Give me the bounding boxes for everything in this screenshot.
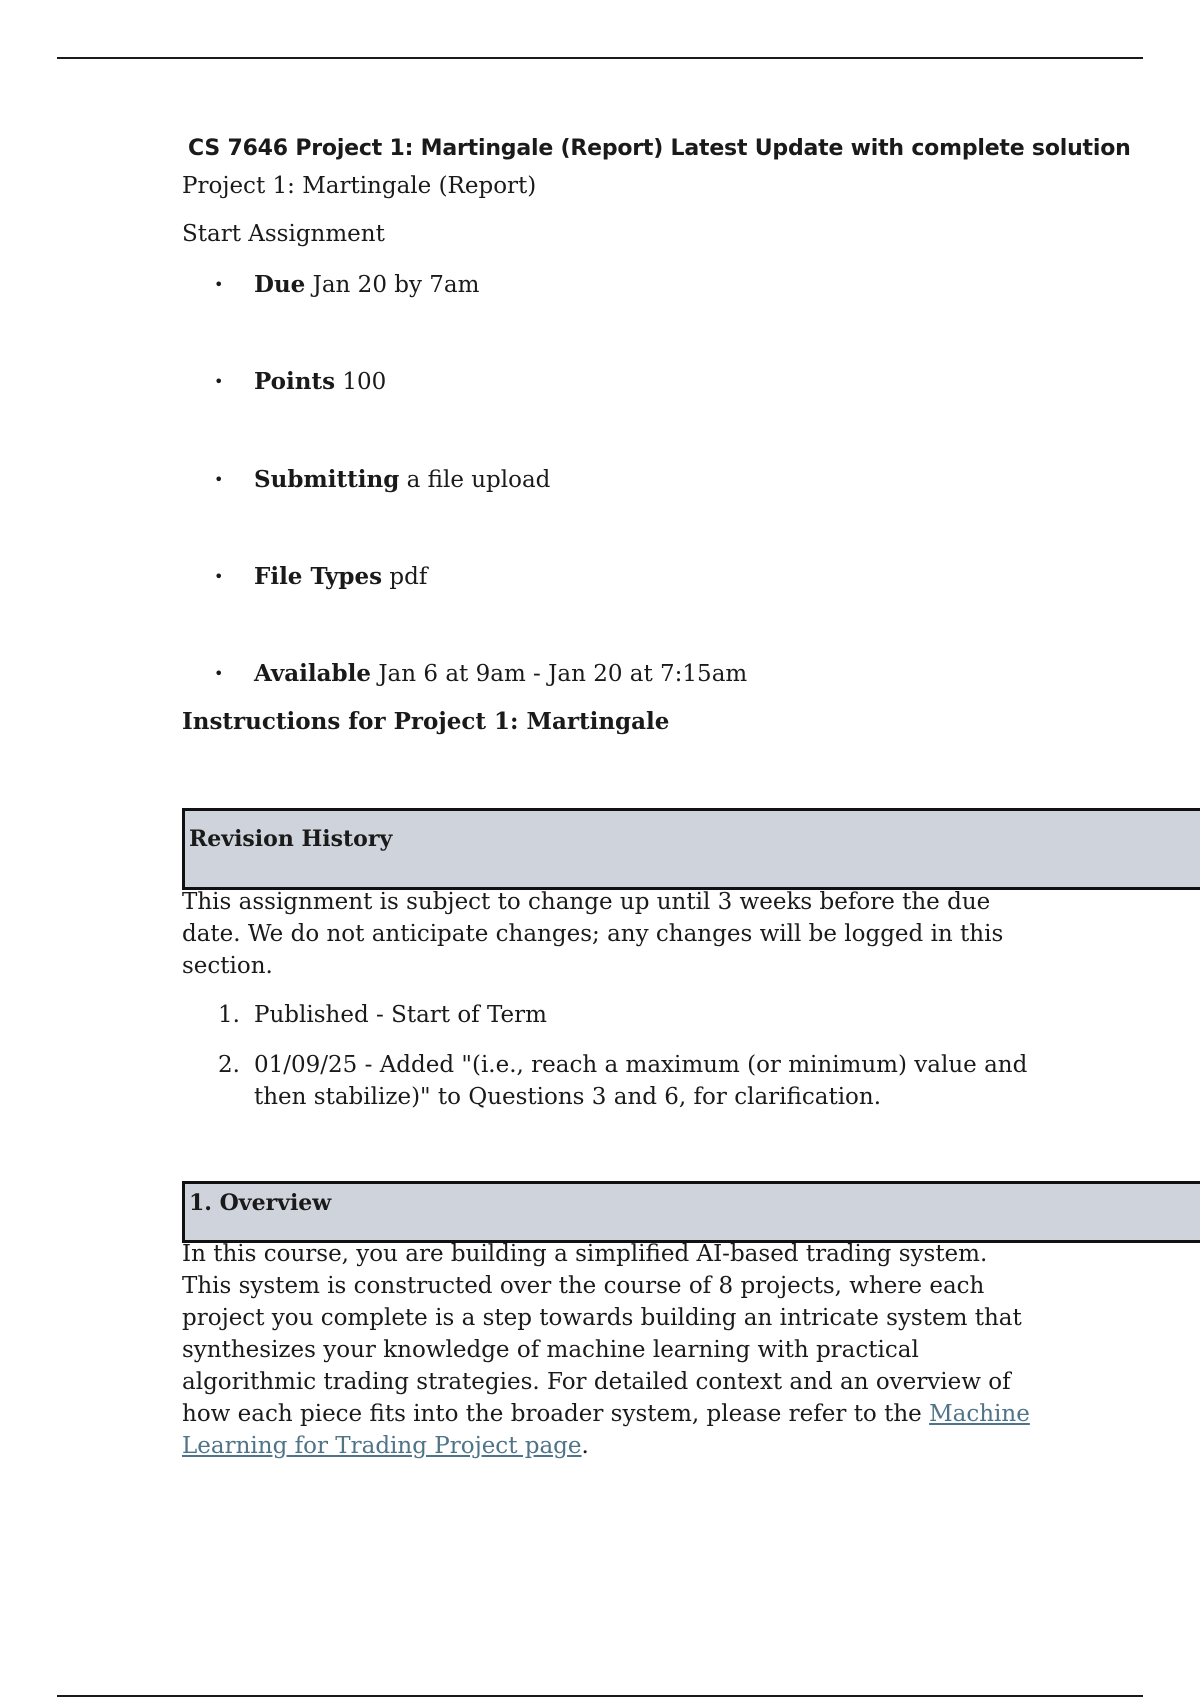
- document-title: CS 7646 Project 1: Martingale (Report) Latest Update with complete solution: [188, 136, 1131, 161]
- detail-value: Jan 20 by 7am: [305, 272, 480, 298]
- overview-header: [182, 1181, 1200, 1243]
- top-rule: [57, 57, 1143, 59]
- bullet-icon: •: [214, 275, 224, 294]
- overview-paragraph: [182, 1238, 1042, 1462]
- detail-value: Jan 6 at 9am - Jan 20 at 7:15am: [371, 661, 748, 687]
- detail-label: Due: [254, 271, 306, 298]
- bullet-icon: •: [214, 470, 224, 489]
- detail-label: Available: [254, 660, 372, 687]
- detail-label: File Types: [254, 563, 383, 590]
- assignment-subtitle: Project 1: Martingale (Report): [182, 173, 537, 199]
- revision-history-heading: Revision History: [189, 826, 393, 852]
- overview-heading: 1. Overview: [189, 1190, 332, 1216]
- revision-history-paragraph: This assignment is subject to change up until 3 weeks before the due date. We do not anticipate changes; any changes will be logged in this section.: [182, 889, 1004, 979]
- revision-history-header: [182, 808, 1200, 890]
- start-assignment: Start Assignment: [182, 221, 385, 247]
- revision-number: 1.: [218, 1002, 240, 1028]
- bullet-icon: •: [214, 664, 224, 683]
- revision-text: Published - Start of Term: [254, 1002, 547, 1028]
- detail-value: 100: [335, 369, 387, 395]
- project-page-link[interactable]: Machine Learning for Trading Project page: [182, 1401, 1030, 1459]
- instructions-heading: Instructions for Project 1: Martingale: [182, 708, 670, 735]
- bullet-icon: •: [214, 372, 224, 391]
- detail-label: Points: [254, 368, 336, 395]
- bullet-icon: •: [214, 567, 224, 586]
- bottom-rule: [57, 1695, 1143, 1697]
- overview-text: In this course, you are building a simplified AI-based trading system. This system is constructed over the course of 8 projects, where each project you complete is a step towards building an intricate system that synthesizes your knowledge of machine learning with practical algorithmic trading strategies. For detailed context and an overview of how each piece fits into the broader system, please refer to the: [182, 1241, 1022, 1427]
- revision-text: 01/09/25 - Added "(i.e., reach a maximum (or minimum) value and then stabilize)" to Questions 3 and 6, for clarification.: [254, 1052, 1028, 1110]
- detail-label: Submitting: [254, 466, 400, 493]
- overview-trailing: .: [581, 1433, 589, 1459]
- revision-number: 2.: [218, 1052, 240, 1078]
- detail-value: pdf: [382, 564, 428, 590]
- detail-value: a file upload: [399, 467, 551, 493]
